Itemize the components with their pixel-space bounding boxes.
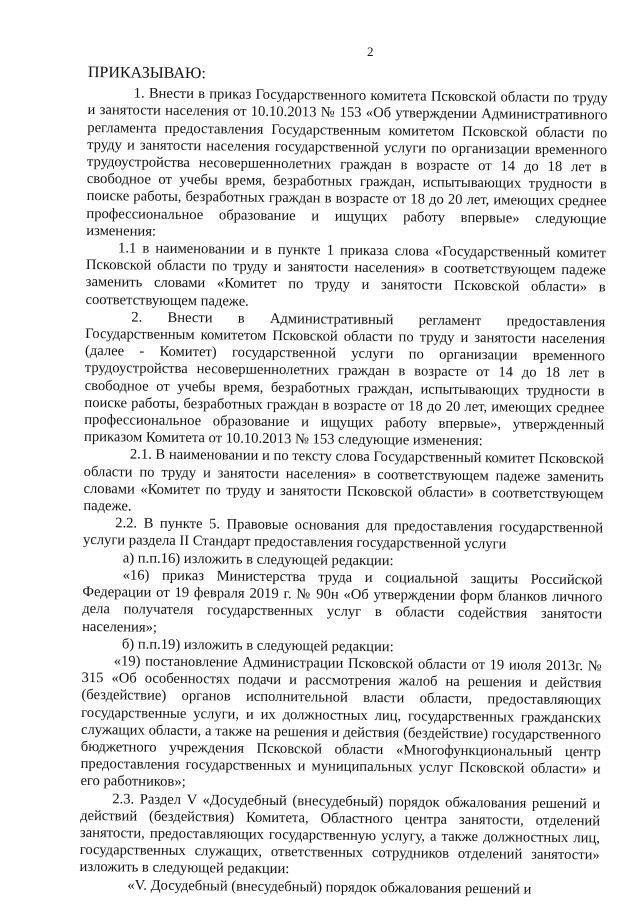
order-heading: ПРИКАЗЫВАЮ: — [87, 64, 206, 83]
paragraph-1-1: 1.1 в наименовании и в пункте 1 приказа слова «Государственный комитет Псковской области по труду и занятости населения» в соответствующем падеже заменить словами «Комитет по труду и занятости Псковской области» в соответствующем падеже. — [85, 240, 607, 310]
subitem-a: а) п.п.16) изложить в следующей редакции: — [122, 550, 394, 569]
page-number: 2 — [367, 44, 374, 59]
paragraph-2-3: 2.3. Раздел V «Досудебный (внесудебный) порядок обжалования решений и действий (бездействия) Комитета, Областного центра занятости, отделений занятости, предоставляющих государственную услугу, а также должностных лиц, государственных служащих, ответственных сотрудников отделений занятости» изложить в следующей редакции: — [79, 790, 601, 878]
paragraph-2-2: 2.2. В пункте 5. Правовые основания для предоставления государственной услуги раздела II Стандарт предоставления государственной услуги — [82, 515, 604, 553]
section-v-title: «V. Досудебный (внесудебный) порядок обжалования решений и — [127, 877, 532, 898]
paragraph-2: 2. Внести в Административный регламент предоставления Государственным комитетом Псковской области по труду и занятости населения (далее - Комитет) государственной услуги по организации временного трудоустройства несовершеннолетних граждан в возрасте от 14 до 18 лет в свободное от учебы время, безработных граждан, испытывающих трудности в поиске работы, безработных граждан в возрасте от 18 до 20 лет, имеющих среднее профессиональное образование и ищущих работу впервые», утвержденный приказом Комитета от 10.10.2013 № 153 следующие изменения: — [84, 309, 606, 450]
paragraph-2-1: 2.1. В наименовании и по тексту слова Государственный комитет Псковской области по труду и занятости населения» в соответствующем падеже заменить словами «Комитет по труду и занятости Псковской области» в соответствующем падеже. — [83, 446, 604, 515]
paragraph-1: 1. Внести в приказ Государственного комитета Псковской области по труду и занятости населения от 10.10.2013 № 153 «Об утверждении Административного регламента предоставления Государственным комитетом Псковской области по труду и занятости населения государственной услуги по организации временного трудоустройства несовершеннолетних граждан в возрасте от 14 до 18 лет в свободное от учебы время, безработных граждан, испытывающих трудности в поиске работы, безработных граждан в возрасте от 18 до 20 лет, имеющих среднее профессиональное образование и ищущих работу впервые» следующие изменения: — [86, 85, 608, 240]
document-body — [79, 64, 608, 899]
quote-16: «16) приказ Министерства труда и социальной защиты Российской Федерации от 19 февраля 2019 г. № 90н «Об утверждении форм бланков личного дела получателя государственных услуг в области содействия занятости населения»; — [82, 567, 603, 636]
quote-19: «19) постановление Администрации Псковской области от 19 июля 2013г. № 315 «Об особенностях подачи и рассмотрения жалоб на решения и действия (бездействие) органов исполнительной власти области, предоставляющих государственные услуги, и их должностных лиц, государственных гражданских служащих области, а также на решения и действия (бездействие) государственного бюджетного учреждения Псковской области «Многофункциональный центр предоставления государственных и муниципальных услуг Псковской области» и его работников»; — [80, 653, 602, 791]
subitem-b: б) п.п.19) изложить в следующей редакции: — [121, 636, 394, 655]
